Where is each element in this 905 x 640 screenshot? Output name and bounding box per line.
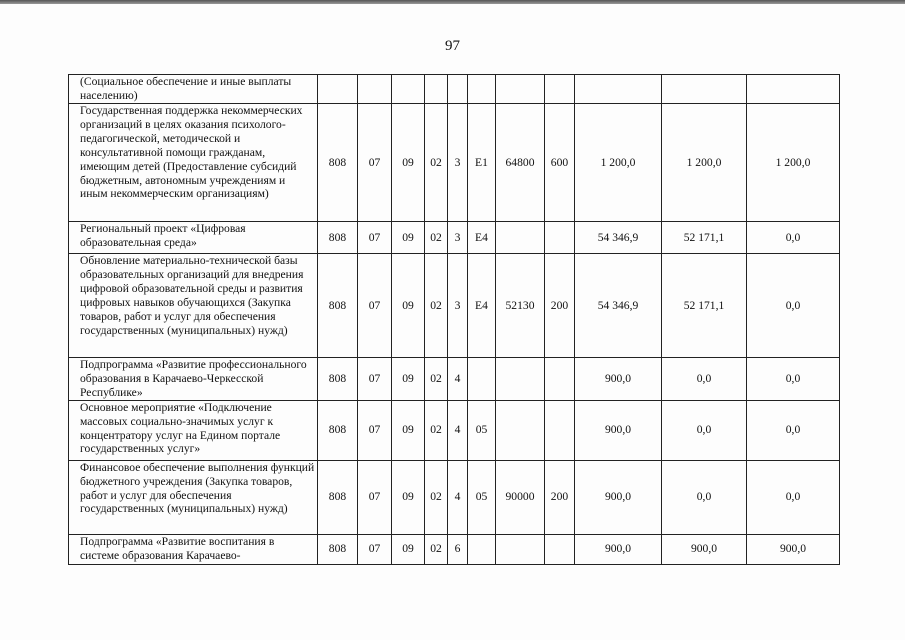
cell-main-event: E4 xyxy=(468,254,496,358)
cell-name: Финансовое обеспечение выполнения функций бюджетного учреждения (Закупка товаров, работ и услуг для обеспечения государственных (муниципальных) нужд) xyxy=(69,460,318,534)
cell-name: Основное мероприятие «Подключение массовых социально-значимых услуг к концентратору услуг на Едином портале государственных услуг» xyxy=(69,400,318,460)
cell-subsection xyxy=(392,75,425,104)
cell-section: 07 xyxy=(358,254,392,358)
cell-amount-2: 52 171,1 xyxy=(662,254,747,358)
cell-amount-3: 0,0 xyxy=(747,400,840,460)
table-row xyxy=(69,104,840,222)
cell-amount-2: 0,0 xyxy=(662,460,747,534)
cell-expense-type: 600 xyxy=(545,104,575,222)
cell-amount-1: 900,0 xyxy=(575,534,662,564)
table-row xyxy=(69,75,840,104)
cell-section: 07 xyxy=(358,400,392,460)
table-row xyxy=(69,254,840,358)
cell-name: Обновление материально-технической базы образовательных организаций для внедрения цифровой образовательной среды и развития цифровых навыков обучающихся (Закупка товаров, работ и услуг для обеспечения государственных (муниципальных) нужд) xyxy=(69,254,318,358)
cell-subprogram: 4 xyxy=(448,358,468,401)
cell-name: (Социальное обеспечение и иные выплаты населению) xyxy=(69,75,318,104)
cell-amount-3: 1 200,0 xyxy=(747,104,840,222)
cell-amount-2: 0,0 xyxy=(662,358,747,401)
cell-subprogram: 3 xyxy=(448,104,468,222)
cell-amount-2: 0,0 xyxy=(662,400,747,460)
cell-section: 07 xyxy=(358,104,392,222)
cell-amount-1 xyxy=(575,75,662,104)
budget-table xyxy=(68,74,840,565)
cell-expense-type xyxy=(545,534,575,564)
cell-name: Подпрограмма «Развитие воспитания в системе образования Карачаево- xyxy=(69,534,318,564)
cell-amount-2: 1 200,0 xyxy=(662,104,747,222)
cell-program: 02 xyxy=(425,400,448,460)
cell-subprogram: 6 xyxy=(448,534,468,564)
cell-expense-type xyxy=(545,222,575,254)
cell-ministry: 808 xyxy=(318,358,358,401)
cell-subsection: 09 xyxy=(392,400,425,460)
table-row xyxy=(69,400,840,460)
cell-direction xyxy=(496,222,545,254)
cell-amount-1: 900,0 xyxy=(575,400,662,460)
cell-amount-3: 0,0 xyxy=(747,358,840,401)
cell-main-event: 05 xyxy=(468,460,496,534)
cell-expense-type: 200 xyxy=(545,254,575,358)
cell-amount-2 xyxy=(662,75,747,104)
cell-program: 02 xyxy=(425,254,448,358)
cell-amount-1: 900,0 xyxy=(575,460,662,534)
cell-expense-type xyxy=(545,358,575,401)
cell-program xyxy=(425,75,448,104)
cell-name: Подпрограмма «Развитие профессионального образования в Карачаево-Черкесской Республике» xyxy=(69,358,318,401)
scan-edge xyxy=(0,0,905,4)
cell-amount-3 xyxy=(747,75,840,104)
cell-main-event: 05 xyxy=(468,400,496,460)
cell-program: 02 xyxy=(425,358,448,401)
cell-subprogram: 3 xyxy=(448,254,468,358)
table-row xyxy=(69,460,840,534)
cell-subsection: 09 xyxy=(392,534,425,564)
cell-main-event: E4 xyxy=(468,222,496,254)
cell-direction xyxy=(496,534,545,564)
cell-ministry xyxy=(318,75,358,104)
cell-name: Региональный проект «Цифровая образовательная среда» xyxy=(69,222,318,254)
cell-subsection: 09 xyxy=(392,222,425,254)
cell-amount-3: 900,0 xyxy=(747,534,840,564)
cell-amount-3: 0,0 xyxy=(747,460,840,534)
cell-ministry: 808 xyxy=(318,254,358,358)
cell-ministry: 808 xyxy=(318,400,358,460)
cell-section: 07 xyxy=(358,358,392,401)
cell-amount-1: 900,0 xyxy=(575,358,662,401)
table-row xyxy=(69,222,840,254)
cell-amount-2: 52 171,1 xyxy=(662,222,747,254)
cell-amount-1: 54 346,9 xyxy=(575,222,662,254)
cell-subprogram: 4 xyxy=(448,460,468,534)
cell-ministry: 808 xyxy=(318,534,358,564)
cell-subprogram: 3 xyxy=(448,222,468,254)
cell-main-event xyxy=(468,534,496,564)
cell-section: 07 xyxy=(358,460,392,534)
cell-program: 02 xyxy=(425,222,448,254)
cell-amount-1: 54 346,9 xyxy=(575,254,662,358)
cell-direction: 90000 xyxy=(496,460,545,534)
cell-subsection: 09 xyxy=(392,358,425,401)
cell-expense-type: 200 xyxy=(545,460,575,534)
cell-direction xyxy=(496,358,545,401)
cell-program: 02 xyxy=(425,460,448,534)
cell-direction: 64800 xyxy=(496,104,545,222)
cell-amount-3: 0,0 xyxy=(747,222,840,254)
cell-section: 07 xyxy=(358,222,392,254)
cell-subsection: 09 xyxy=(392,254,425,358)
cell-expense-type xyxy=(545,75,575,104)
cell-direction xyxy=(496,400,545,460)
cell-section: 07 xyxy=(358,534,392,564)
cell-amount-3: 0,0 xyxy=(747,254,840,358)
cell-program: 02 xyxy=(425,534,448,564)
cell-subprogram: 4 xyxy=(448,400,468,460)
cell-subprogram xyxy=(448,75,468,104)
cell-main-event xyxy=(468,75,496,104)
table-row xyxy=(69,358,840,401)
cell-ministry: 808 xyxy=(318,104,358,222)
cell-direction xyxy=(496,75,545,104)
cell-ministry: 808 xyxy=(318,460,358,534)
cell-direction: 52130 xyxy=(496,254,545,358)
cell-main-event xyxy=(468,358,496,401)
cell-subsection: 09 xyxy=(392,460,425,534)
cell-subsection: 09 xyxy=(392,104,425,222)
cell-ministry: 808 xyxy=(318,222,358,254)
cell-expense-type xyxy=(545,400,575,460)
cell-amount-1: 1 200,0 xyxy=(575,104,662,222)
page-number: 97 xyxy=(445,38,460,54)
cell-program: 02 xyxy=(425,104,448,222)
cell-amount-2: 900,0 xyxy=(662,534,747,564)
cell-name: Государственная поддержка некоммерческих организаций в целях оказания психолого-педагогической, методической и консультативной помощи гражданам, имеющим детей (Предоставление субсидий бюджетным, автономным учреждениям и иным некоммерческим организациям) xyxy=(69,104,318,222)
table-row xyxy=(69,534,840,564)
cell-section xyxy=(358,75,392,104)
cell-main-event: E1 xyxy=(468,104,496,222)
